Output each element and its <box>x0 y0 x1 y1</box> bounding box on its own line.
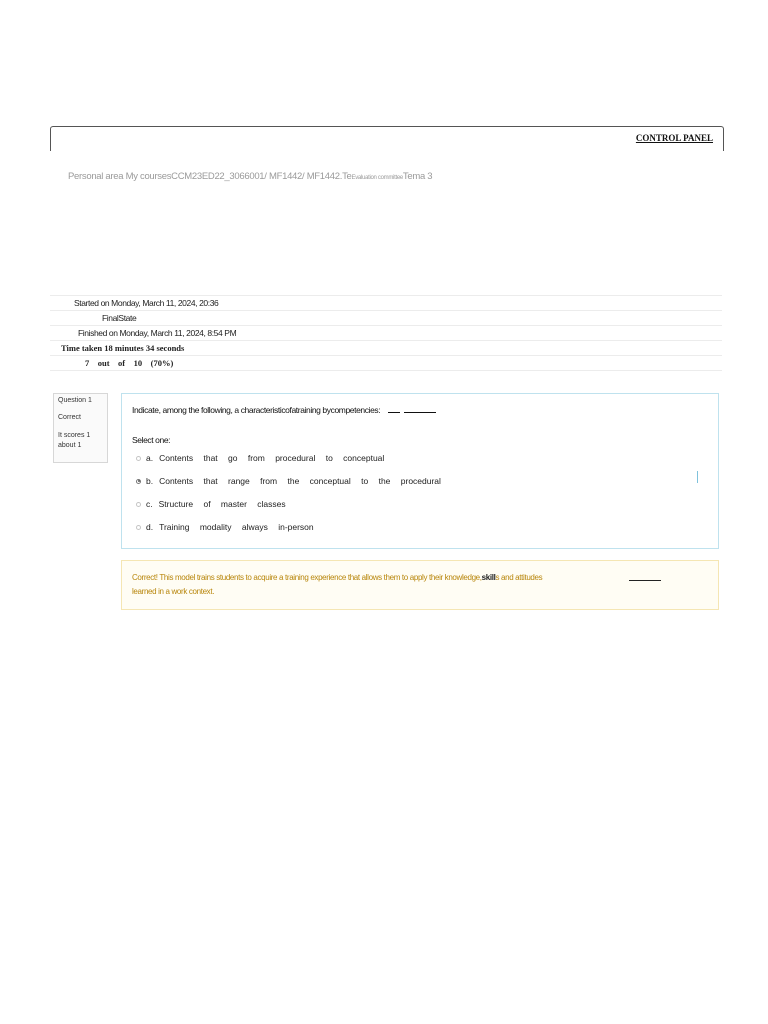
radio-button-selected[interactable] <box>136 479 141 484</box>
finished-value: Finished on Monday, March 11, 2024, 8:54 PM <box>78 328 237 338</box>
option-letter: c. <box>146 499 153 509</box>
feedback-box <box>121 560 719 610</box>
option-label[interactable]: Structure of master classes <box>158 499 286 509</box>
cursor-mark <box>697 471 698 483</box>
blank-line <box>388 412 400 413</box>
breadcrumb-small[interactable]: Evaluation committee <box>351 175 403 181</box>
option-label[interactable]: Contents that range from the conceptual to the procedural <box>159 476 441 486</box>
option-a[interactable] <box>136 453 384 463</box>
question-score: It scores 1 about 1 <box>58 432 91 449</box>
feedback-line <box>629 580 661 581</box>
feedback-text-start: Correct! This model trains students to acquire a training experience that allows them to apply their knowledge, <box>132 573 482 582</box>
option-c[interactable] <box>136 499 286 509</box>
summary-row-state <box>50 311 722 326</box>
summary-row-started <box>50 296 722 311</box>
question-status: Correct <box>58 414 81 421</box>
state-value: FinalState <box>102 313 137 323</box>
question-box <box>121 393 719 549</box>
question-number: Question 1 <box>58 397 92 404</box>
radio-button[interactable] <box>136 525 141 530</box>
attempt-summary <box>50 295 722 371</box>
summary-row-grade <box>50 356 722 371</box>
feedback-text-end: s and attitudes learned in a work context. <box>132 573 543 596</box>
started-value: Started on Monday, March 11, 2024, 20:36 <box>74 298 219 308</box>
option-d[interactable] <box>136 522 314 532</box>
top-frame <box>50 126 724 151</box>
feedback-bold-word: skill <box>481 573 496 582</box>
control-panel-link[interactable]: CONTROL PANEL <box>635 133 713 143</box>
feedback-text <box>132 571 552 599</box>
radio-button[interactable] <box>136 502 141 507</box>
option-letter: d. <box>146 522 154 532</box>
breadcrumb-end[interactable]: Tema 3 <box>402 171 433 182</box>
blank-line <box>404 412 436 413</box>
question-text-line <box>132 405 436 415</box>
option-label[interactable]: Training modality always in-person <box>159 522 314 532</box>
breadcrumb-path[interactable]: Personal area My coursesCCM23ED22_3066001/ MF1442/ MF1442.Te <box>68 171 352 182</box>
option-label[interactable]: Contents that go from procedural to conceptual <box>159 453 385 463</box>
option-letter: a. <box>146 453 154 463</box>
option-b[interactable] <box>136 476 441 486</box>
select-one-label: Select one: <box>132 435 171 445</box>
time-taken-value: Time taken 18 minutes 34 seconds <box>61 343 185 353</box>
question-text: Indicate, among the following, a characteristicofatraining bycompetencies: <box>132 405 381 415</box>
summary-row-time <box>50 341 722 356</box>
breadcrumb[interactable] <box>68 171 432 182</box>
grade-value: 7 out of 10 (70%) <box>85 358 174 368</box>
question-info <box>53 393 108 463</box>
option-letter: b. <box>146 476 154 486</box>
summary-row-finished <box>50 326 722 341</box>
radio-button[interactable] <box>136 456 141 461</box>
